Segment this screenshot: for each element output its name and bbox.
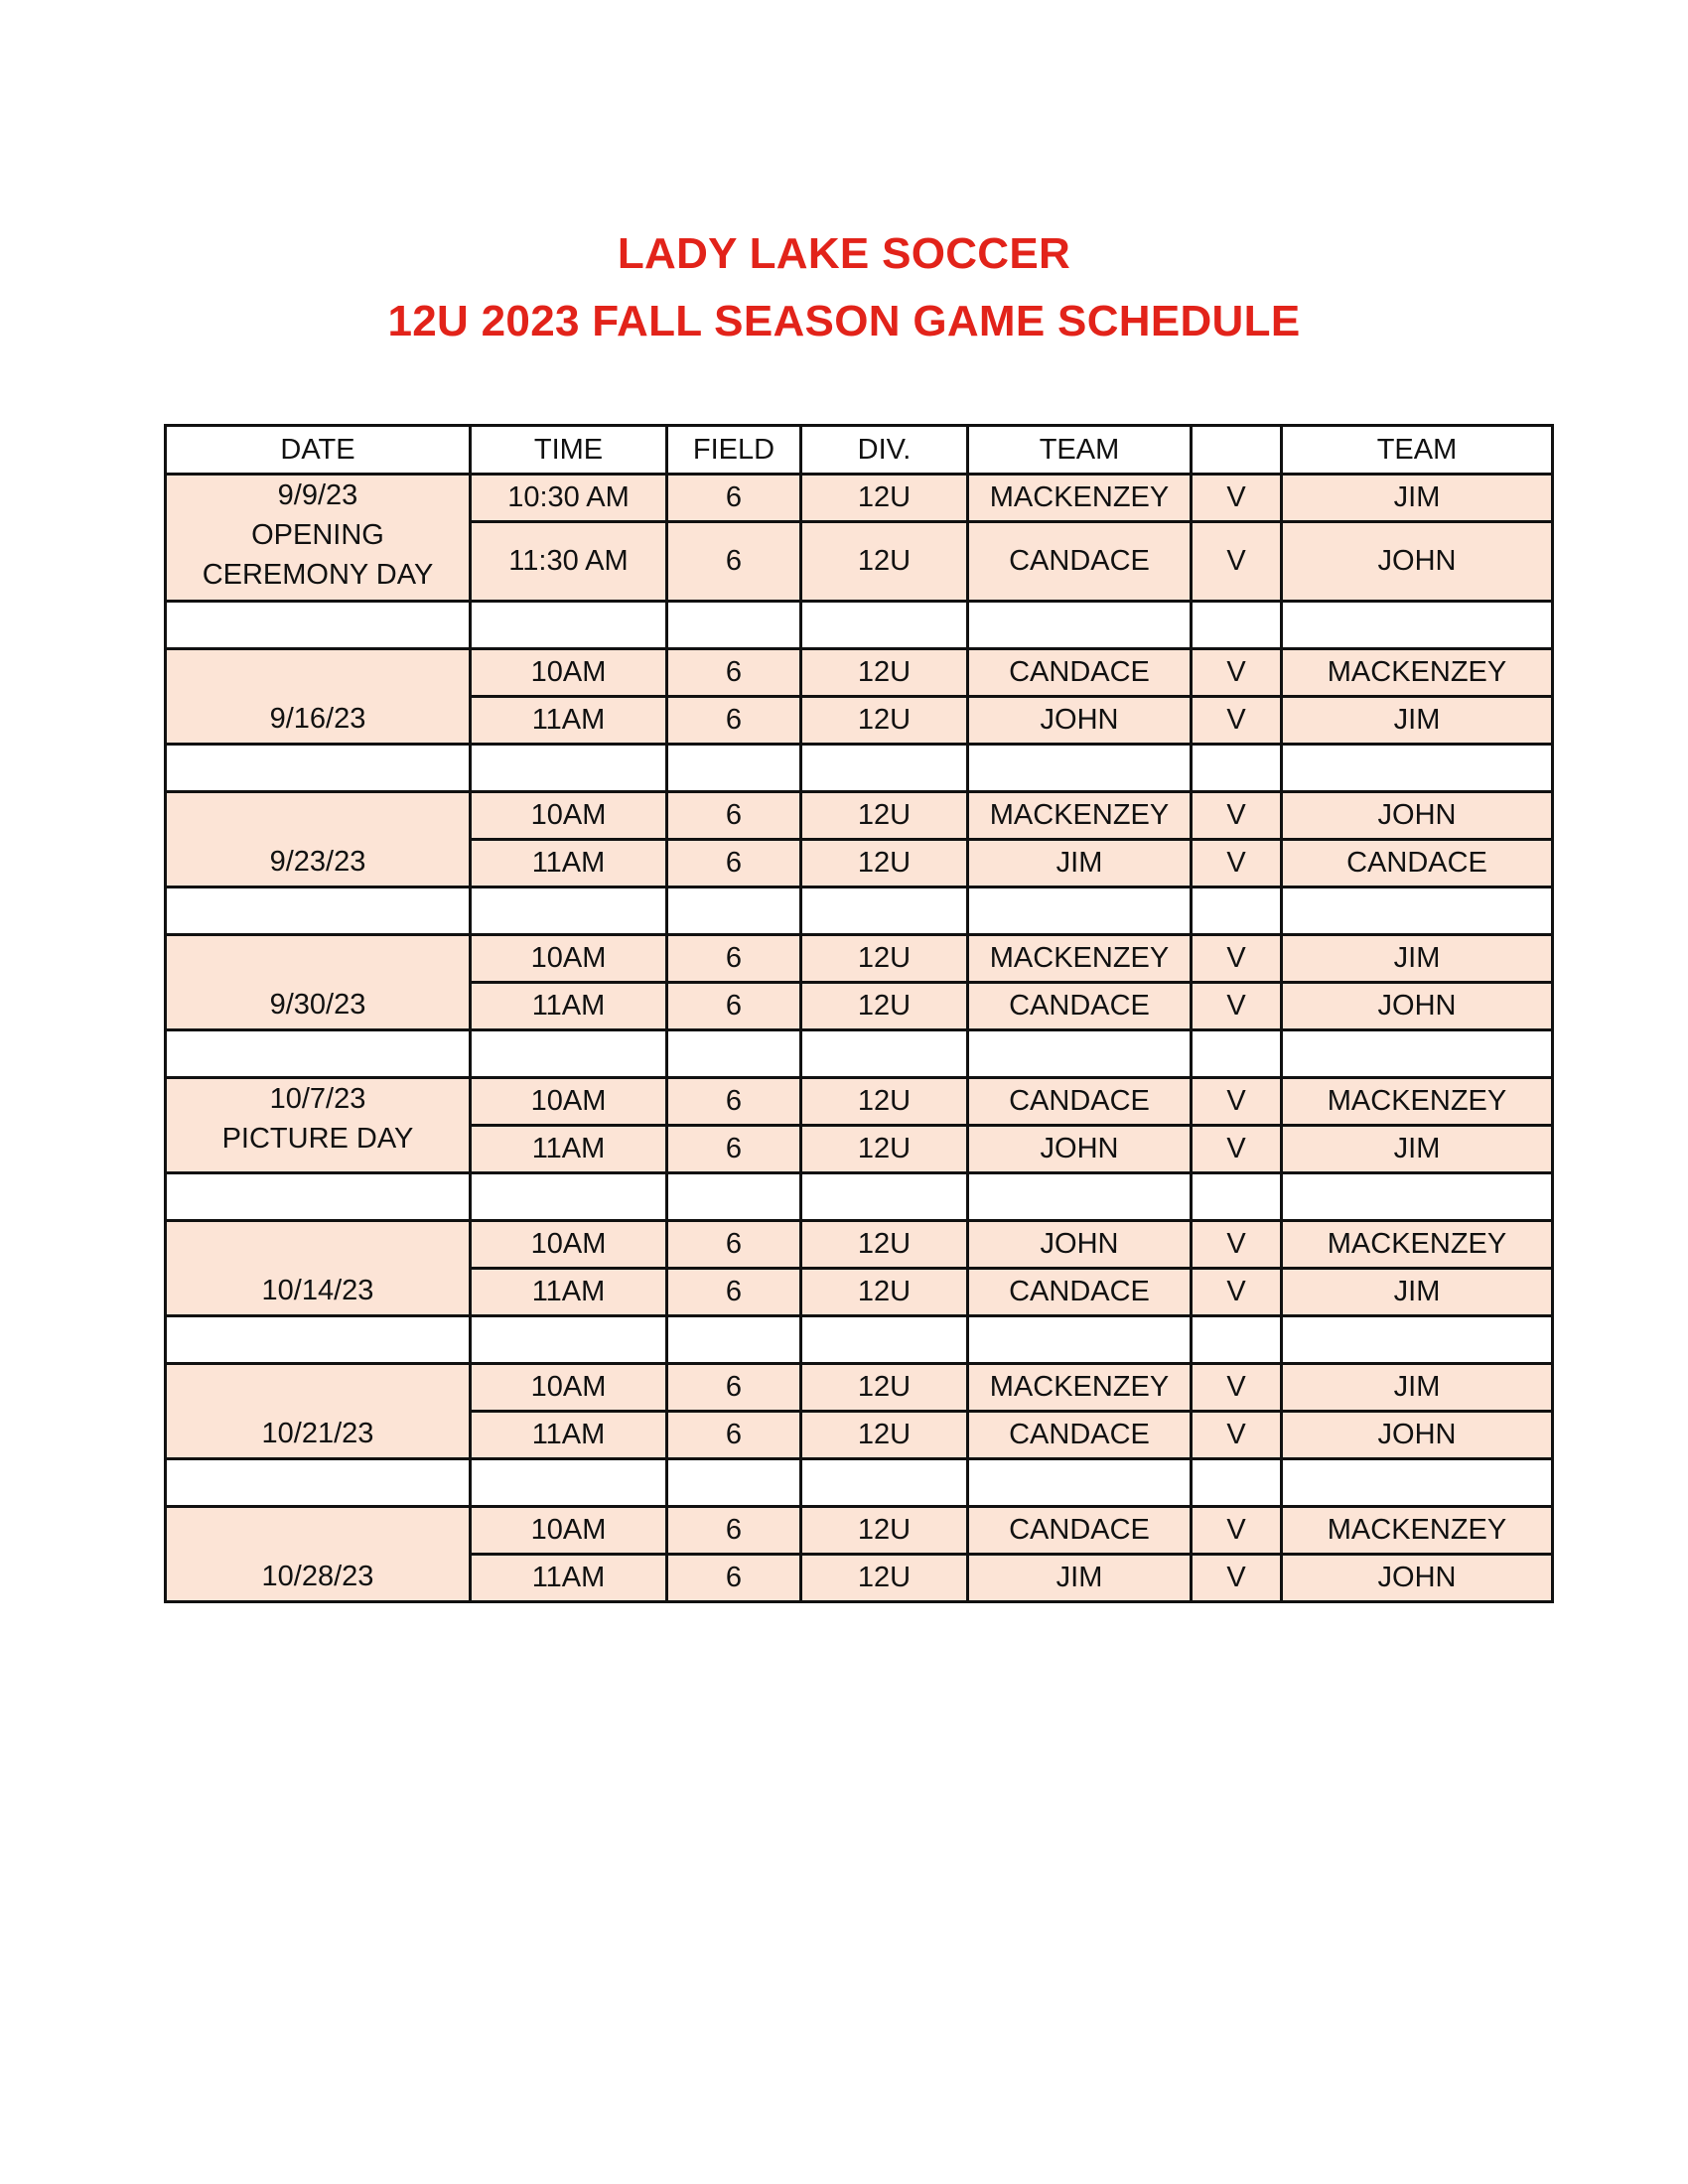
spacer-row (166, 887, 1553, 935)
vs-cell: V (1192, 792, 1282, 840)
date-label: 10/14/23 (261, 1275, 374, 1306)
div-cell: 12U (801, 697, 968, 745)
div-cell: 12U (801, 649, 968, 697)
team-home-cell: MACKENZEY (968, 935, 1192, 983)
time-cell: 11AM (471, 1269, 667, 1316)
page-title (0, 220, 1688, 355)
title-line-1: LADY LAKE SOCCER (617, 229, 1071, 278)
date-label: 10/7/23 (269, 1083, 366, 1115)
date-label: 9/9/23 (277, 479, 358, 511)
vs-cell: V (1192, 1126, 1282, 1173)
field-cell: 6 (667, 1078, 801, 1126)
field-cell: 6 (667, 792, 801, 840)
date-cell (166, 1078, 471, 1173)
field-cell: 6 (667, 983, 801, 1030)
spacer-row (166, 1316, 1553, 1364)
div-cell: 12U (801, 475, 968, 522)
time-cell: 10AM (471, 649, 667, 697)
date-label: 9/23/23 (269, 846, 366, 878)
title-line-2: 12U 2023 FALL SEASON GAME SCHEDULE (387, 297, 1301, 345)
date-cell (166, 792, 471, 887)
time-cell: 11AM (471, 1555, 667, 1602)
field-cell: 6 (667, 1126, 801, 1173)
vs-cell: V (1192, 1269, 1282, 1316)
div-cell: 12U (801, 792, 968, 840)
div-cell: 12U (801, 1555, 968, 1602)
div-cell: 12U (801, 1364, 968, 1412)
field-cell: 6 (667, 1555, 801, 1602)
date-cell (166, 649, 471, 745)
team-away-cell: CANDACE (1282, 840, 1553, 887)
field-cell: 6 (667, 1364, 801, 1412)
team-home-cell: MACKENZEY (968, 1364, 1192, 1412)
div-cell: 12U (801, 522, 968, 602)
spacer-row (166, 1459, 1553, 1507)
div-cell: 12U (801, 983, 968, 1030)
team-away-cell: MACKENZEY (1282, 649, 1553, 697)
field-cell: 6 (667, 522, 801, 602)
time-cell: 11:30 AM (471, 522, 667, 602)
table-row (166, 649, 1553, 697)
team-home-cell: JIM (968, 1555, 1192, 1602)
date-label: 10/28/23 (261, 1561, 374, 1592)
team-home-cell: CANDACE (968, 1269, 1192, 1316)
team-away-cell: JOHN (1282, 792, 1553, 840)
team-home-cell: MACKENZEY (968, 475, 1192, 522)
team-home-cell: JOHN (968, 1126, 1192, 1173)
vs-cell: V (1192, 1507, 1282, 1555)
field-cell: 6 (667, 1221, 801, 1269)
date-cell (166, 1507, 471, 1602)
field-cell: 6 (667, 1412, 801, 1459)
team-home-cell: CANDACE (968, 1078, 1192, 1126)
time-cell: 11AM (471, 1412, 667, 1459)
team-away-cell: JOHN (1282, 983, 1553, 1030)
header-team-2: TEAM (1282, 426, 1553, 475)
date-cell (166, 1221, 471, 1316)
date-cell (166, 935, 471, 1030)
time-cell: 11AM (471, 1126, 667, 1173)
table-row (166, 1364, 1553, 1412)
header-date: DATE (166, 426, 471, 475)
vs-cell: V (1192, 649, 1282, 697)
team-away-cell: JIM (1282, 1126, 1553, 1173)
time-cell: 10:30 AM (471, 475, 667, 522)
team-away-cell: MACKENZEY (1282, 1078, 1553, 1126)
time-cell: 10AM (471, 1507, 667, 1555)
team-away-cell: JOHN (1282, 1412, 1553, 1459)
div-cell: 12U (801, 1507, 968, 1555)
div-cell: 12U (801, 840, 968, 887)
team-away-cell: JOHN (1282, 522, 1553, 602)
table-row (166, 1078, 1553, 1126)
table-row (166, 792, 1553, 840)
date-label: 10/21/23 (261, 1418, 374, 1449)
date-note: PICTURE DAY (221, 1123, 414, 1155)
time-cell: 10AM (471, 1221, 667, 1269)
field-cell: 6 (667, 475, 801, 522)
field-cell: 6 (667, 840, 801, 887)
vs-cell: V (1192, 697, 1282, 745)
team-away-cell: MACKENZEY (1282, 1507, 1553, 1555)
time-cell: 11AM (471, 697, 667, 745)
spacer-row (166, 1030, 1553, 1078)
field-cell: 6 (667, 649, 801, 697)
field-cell: 6 (667, 697, 801, 745)
vs-cell: V (1192, 522, 1282, 602)
time-cell: 11AM (471, 840, 667, 887)
table-row (166, 1221, 1553, 1269)
spacer-row (166, 745, 1553, 792)
vs-cell: V (1192, 840, 1282, 887)
div-cell: 12U (801, 935, 968, 983)
table-row (166, 475, 1553, 522)
time-cell: 11AM (471, 983, 667, 1030)
vs-cell: V (1192, 1221, 1282, 1269)
div-cell: 12U (801, 1269, 968, 1316)
team-home-cell: MACKENZEY (968, 792, 1192, 840)
date-note: OPENING (251, 519, 384, 551)
team-away-cell: MACKENZEY (1282, 1221, 1553, 1269)
div-cell: 12U (801, 1078, 968, 1126)
spacer-row (166, 1173, 1553, 1221)
team-home-cell: JIM (968, 840, 1192, 887)
team-home-cell: CANDACE (968, 983, 1192, 1030)
date-cell (166, 1364, 471, 1459)
date-cell (166, 475, 471, 602)
header-team: TEAM (968, 426, 1192, 475)
field-cell: 6 (667, 1269, 801, 1316)
team-home-cell: CANDACE (968, 522, 1192, 602)
team-away-cell: JIM (1282, 697, 1553, 745)
field-cell: 6 (667, 935, 801, 983)
time-cell: 10AM (471, 1364, 667, 1412)
team-away-cell: JOHN (1282, 1555, 1553, 1602)
spacer-row (166, 602, 1553, 649)
team-away-cell: JIM (1282, 1364, 1553, 1412)
schedule-table (164, 424, 1554, 1603)
time-cell: 10AM (471, 1078, 667, 1126)
vs-cell: V (1192, 935, 1282, 983)
time-cell: 10AM (471, 935, 667, 983)
div-cell: 12U (801, 1412, 968, 1459)
date-label: 9/16/23 (269, 703, 366, 735)
vs-cell: V (1192, 1412, 1282, 1459)
team-away-cell: JIM (1282, 935, 1553, 983)
div-cell: 12U (801, 1221, 968, 1269)
vs-cell: V (1192, 1364, 1282, 1412)
team-home-cell: CANDACE (968, 1507, 1192, 1555)
header-vs (1192, 426, 1282, 475)
table-row (166, 935, 1553, 983)
vs-cell: V (1192, 1555, 1282, 1602)
team-home-cell: JOHN (968, 1221, 1192, 1269)
date-label: 9/30/23 (269, 989, 366, 1021)
team-away-cell: JIM (1282, 1269, 1553, 1316)
vs-cell: V (1192, 475, 1282, 522)
field-cell: 6 (667, 1507, 801, 1555)
date-note: CEREMONY DAY (202, 559, 434, 591)
team-home-cell: CANDACE (968, 1412, 1192, 1459)
time-cell: 10AM (471, 792, 667, 840)
vs-cell: V (1192, 1078, 1282, 1126)
team-home-cell: JOHN (968, 697, 1192, 745)
team-away-cell: JIM (1282, 475, 1553, 522)
div-cell: 12U (801, 1126, 968, 1173)
vs-cell: V (1192, 983, 1282, 1030)
header-row (166, 426, 1553, 475)
header-div: DIV. (801, 426, 968, 475)
header-field: FIELD (667, 426, 801, 475)
table-row (166, 1507, 1553, 1555)
header-time: TIME (471, 426, 667, 475)
team-home-cell: CANDACE (968, 649, 1192, 697)
